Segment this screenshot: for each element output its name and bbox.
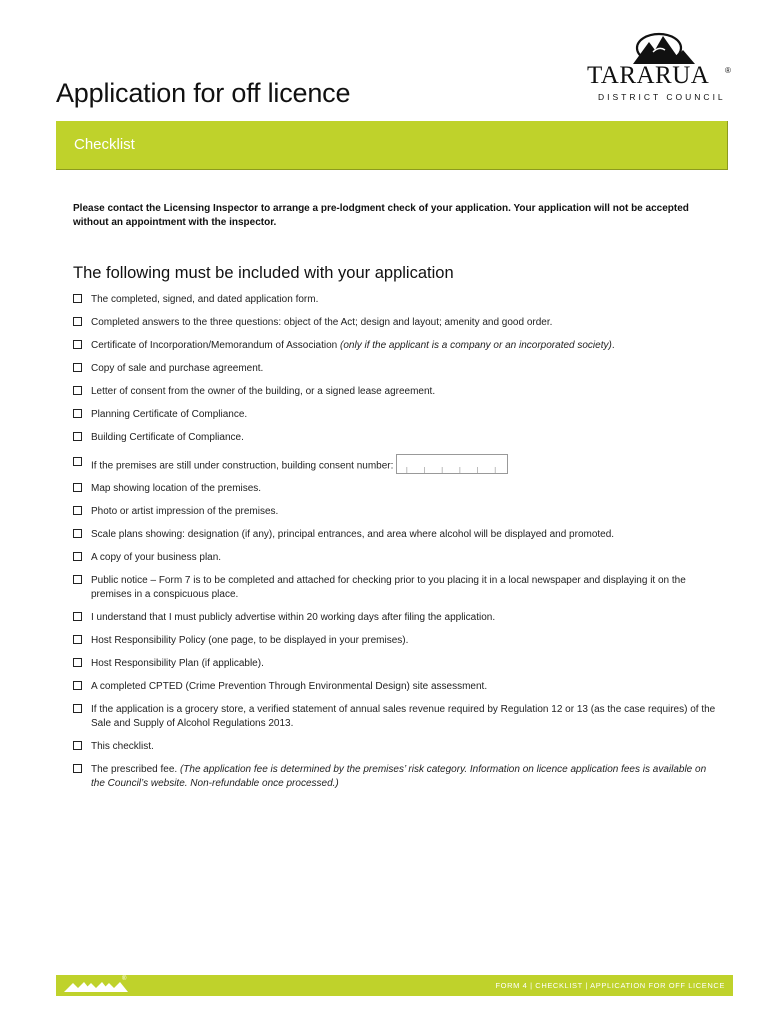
footer-text: FORM 4 | CHECKLIST | APPLICATION FOR OFF LICENCE <box>495 981 725 990</box>
checkbox[interactable] <box>73 363 82 372</box>
checklist-item-text: A copy of your business plan. <box>91 552 222 563</box>
checklist-item-text: This checklist. <box>91 741 154 752</box>
item-text-end: . <box>611 340 615 351</box>
checkbox[interactable] <box>73 386 82 395</box>
checkbox[interactable] <box>73 612 82 621</box>
checkbox[interactable] <box>73 409 82 418</box>
item-text-note: (The application fee is determined by the premises’ risk category. Information on licence application fees is available on the Council’s website. Non-refundable once processed.) <box>91 764 707 789</box>
building-consent-number-field[interactable] <box>396 454 508 474</box>
logo-subtitle: DISTRICT COUNCIL <box>598 92 726 102</box>
checklist-item-text: Copy of sale and purchase agreement. <box>91 363 264 374</box>
item-text-main: Certificate of Incorporation/Memorandum of Association <box>91 340 341 351</box>
page-title: Application for off licence <box>56 78 351 108</box>
checkbox[interactable] <box>73 704 82 713</box>
checkbox[interactable] <box>73 457 82 466</box>
checklist-item-text <box>91 339 721 353</box>
checklist-item-text: Completed answers to the three questions: object of the Act; design and layout; amenity and good order. <box>91 317 553 328</box>
checkbox[interactable] <box>73 506 82 515</box>
checklist-item-text: If the application is a grocery store, a verified statement of annual sales revenue required by Regulation 12 or 13 (as the case requires) of the Sale and Supply of Alcohol Regulations 2013. <box>91 704 716 729</box>
banner-title: Checklist <box>74 136 135 153</box>
checkbox[interactable] <box>73 483 82 492</box>
logo-registered-mark: ® <box>725 66 731 75</box>
page-footer <box>56 975 733 996</box>
logo-name: TARARUA <box>587 62 710 89</box>
checklist-item-text: Map showing location of the premises. <box>91 483 262 494</box>
item-text-main: If the premises are still under construction, building consent number: <box>91 460 394 472</box>
item-text-main: The prescribed fee. <box>91 764 180 775</box>
checkbox[interactable] <box>73 552 82 561</box>
checkbox[interactable] <box>73 432 82 441</box>
checklist-item-text: Photo or artist impression of the premises. <box>91 506 279 517</box>
footer-registered-mark: ® <box>122 976 127 982</box>
item-text-note: (only if the applicant is a company or an incorporated society) <box>340 340 612 351</box>
checklist-item-text: A completed CPTED (Crime Prevention Through Environmental Design) site assessment. <box>91 681 488 692</box>
checkbox[interactable] <box>73 317 82 326</box>
checkbox[interactable] <box>73 294 82 303</box>
checklist-item-text: Building Certificate of Compliance. <box>91 432 244 443</box>
checkbox[interactable] <box>73 764 82 773</box>
mountain-sun-logo-icon <box>613 26 703 66</box>
checkbox[interactable] <box>73 575 82 584</box>
checkbox[interactable] <box>73 529 82 538</box>
checkbox[interactable] <box>73 635 82 644</box>
checklist-item-text: Host Responsibility Plan (if applicable). <box>91 658 264 669</box>
checklist-banner <box>56 121 728 170</box>
checkbox[interactable] <box>73 658 82 667</box>
council-logo <box>585 26 735 106</box>
checklist-item-text: The completed, signed, and dated application form. <box>91 294 319 305</box>
section-heading: The following must be included with your application <box>73 264 454 282</box>
checklist-item-text: I understand that I must publicly advertise within 20 working days after filing the application. <box>91 612 496 623</box>
mountains-icon <box>64 978 130 994</box>
checklist-item-text: Letter of consent from the owner of the building, or a signed lease agreement. <box>91 386 436 397</box>
checklist-item-text <box>91 456 721 476</box>
checklist-item-text: Scale plans showing: designation (if any), principal entrances, and area where alcohol will be displayed and promoted. <box>91 529 615 540</box>
checklist-item-text: Planning Certificate of Compliance. <box>91 409 248 420</box>
comb-field-ticks <box>397 467 507 473</box>
checkbox[interactable] <box>73 681 82 690</box>
checklist-item-text <box>91 763 721 791</box>
checkbox[interactable] <box>73 741 82 750</box>
checklist-item-text: Public notice – Form 7 is to be completed and attached for checking prior to you placing it in a local newspaper and displaying it on the premises in a conspicuous place. <box>91 575 686 600</box>
checkbox[interactable] <box>73 340 82 349</box>
checklist-item-text: Host Responsibility Policy (one page, to be displayed in your premises). <box>91 635 409 646</box>
intro-instructions: Please contact the Licensing Inspector to arrange a pre-lodgment check of your application. Your application will not be accepted without an appointment with the inspector. <box>73 203 689 228</box>
